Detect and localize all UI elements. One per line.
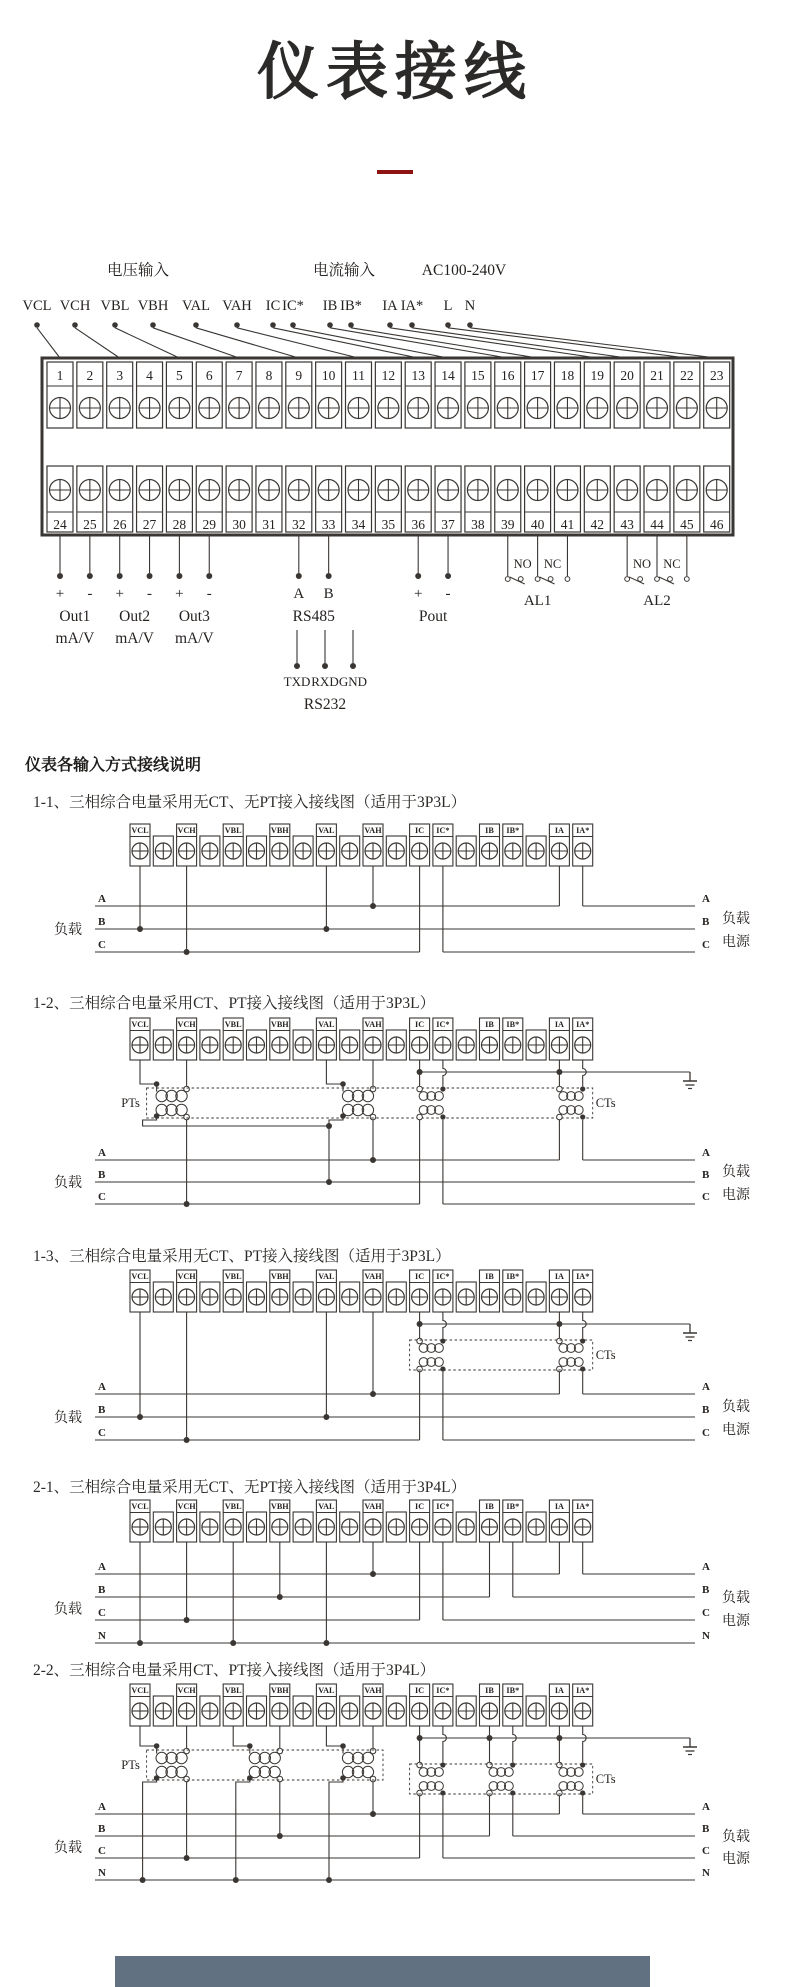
svg-text:RXD: RXD <box>311 674 339 689</box>
svg-text:IB*: IB* <box>506 1272 520 1281</box>
svg-text:IA: IA <box>554 1502 564 1511</box>
svg-text:38: 38 <box>471 517 485 532</box>
svg-text:32: 32 <box>292 517 306 532</box>
svg-text:PTs: PTs <box>121 1758 140 1772</box>
svg-text:电源: 电源 <box>722 1423 750 1438</box>
svg-text:VCH: VCH <box>177 1272 196 1281</box>
svg-text:NC: NC <box>543 557 562 571</box>
svg-text:IC*: IC* <box>436 1686 450 1695</box>
svg-text:VCH: VCH <box>177 826 196 835</box>
svg-text:RS232: RS232 <box>303 696 347 713</box>
svg-text:31: 31 <box>262 517 276 532</box>
svg-text:VBH: VBH <box>270 1502 289 1511</box>
svg-text:VAH: VAH <box>364 1502 382 1511</box>
svg-text:Out1: Out1 <box>59 608 91 625</box>
svg-text:+: + <box>175 586 184 602</box>
svg-text:14: 14 <box>441 368 455 383</box>
svg-text:35: 35 <box>381 517 396 532</box>
svg-text:B: B <box>98 1404 106 1416</box>
svg-text:-: - <box>147 586 153 602</box>
svg-text:B: B <box>98 1584 106 1596</box>
svg-text:37: 37 <box>441 517 455 532</box>
svg-text:IC: IC <box>415 1020 425 1029</box>
title-underline <box>377 170 413 174</box>
svg-text:40: 40 <box>530 517 545 532</box>
svg-text:IB: IB <box>485 1020 494 1029</box>
svg-text:VAH: VAH <box>364 1272 382 1281</box>
svg-text:B: B <box>702 1823 710 1835</box>
svg-text:NC: NC <box>663 557 681 571</box>
svg-text:VAL: VAL <box>318 1020 335 1029</box>
svg-text:IB: IB <box>485 826 494 835</box>
svg-text:IA*: IA* <box>400 298 424 314</box>
svg-text:VAH: VAH <box>364 826 382 835</box>
svg-text:VCL: VCL <box>131 826 149 835</box>
svg-text:CTs: CTs <box>595 1348 616 1362</box>
svg-text:9: 9 <box>295 368 303 383</box>
svg-text:-: - <box>206 586 212 602</box>
svg-text:VCH: VCH <box>177 1020 196 1029</box>
svg-text:负载: 负载 <box>54 1411 82 1426</box>
svg-text:电源: 电源 <box>722 1852 750 1867</box>
svg-text:27: 27 <box>142 517 157 532</box>
svg-text:IB*: IB* <box>506 826 520 835</box>
svg-text:负载: 负载 <box>722 1400 750 1415</box>
svg-text:C: C <box>702 1845 710 1857</box>
svg-text:5: 5 <box>176 368 183 383</box>
svg-text:IB: IB <box>485 1502 494 1511</box>
svg-text:A: A <box>98 1381 106 1393</box>
section-heading: 仪表各输入方式接线说明 <box>25 757 202 774</box>
terminal-block-figure <box>0 205 790 725</box>
svg-text:IB: IB <box>485 1272 494 1281</box>
svg-text:1: 1 <box>56 368 64 383</box>
svg-text:29: 29 <box>202 517 216 532</box>
wiring-diagram-1-2 <box>0 1012 790 1226</box>
svg-text:33: 33 <box>321 517 336 532</box>
diagram-2-1-title: 2-1、三相综合电量采用无CT、无PT接入接线图（适用于3P4L） <box>33 1479 467 1496</box>
svg-text:25: 25 <box>83 517 97 532</box>
svg-text:IA*: IA* <box>576 826 590 835</box>
svg-text:VCH: VCH <box>59 298 91 314</box>
bottom-image-edge <box>115 1956 650 1987</box>
svg-text:负载: 负载 <box>54 923 82 938</box>
svg-text:VAH: VAH <box>364 1686 382 1695</box>
svg-text:VBH: VBH <box>270 1686 289 1695</box>
svg-text:TXD: TXD <box>283 674 311 689</box>
svg-text:IC*: IC* <box>436 826 450 835</box>
svg-text:VCH: VCH <box>177 1502 196 1511</box>
svg-text:45: 45 <box>680 517 694 532</box>
svg-text:N: N <box>702 1867 710 1879</box>
svg-text:C: C <box>98 939 106 951</box>
svg-text:VBL: VBL <box>224 1020 242 1029</box>
svg-text:IA: IA <box>382 298 398 314</box>
svg-text:NO: NO <box>513 557 532 571</box>
wiring-diagram-1-3 <box>0 1264 790 1460</box>
svg-text:VAL: VAL <box>182 298 210 314</box>
svg-text:负载: 负载 <box>54 1841 82 1856</box>
svg-text:23: 23 <box>709 368 724 383</box>
svg-text:IA*: IA* <box>576 1686 590 1695</box>
svg-text:B: B <box>98 1823 106 1835</box>
svg-text:A: A <box>702 893 710 905</box>
svg-text:IA: IA <box>554 826 564 835</box>
svg-text:C: C <box>98 1427 106 1439</box>
svg-text:VBH: VBH <box>137 298 169 314</box>
svg-text:A: A <box>98 893 106 905</box>
page-title: 仪表接线 <box>256 38 533 107</box>
svg-text:3: 3 <box>116 368 124 383</box>
svg-text:C: C <box>98 1191 106 1203</box>
svg-text:46: 46 <box>709 517 724 532</box>
svg-text:13: 13 <box>411 368 425 383</box>
svg-text:B: B <box>702 1169 710 1181</box>
svg-text:6: 6 <box>205 368 213 383</box>
svg-text:负载: 负载 <box>722 912 750 927</box>
svg-text:IA: IA <box>554 1686 564 1695</box>
svg-text:42: 42 <box>590 517 605 532</box>
svg-text:IC: IC <box>265 298 281 314</box>
svg-text:A: A <box>702 1147 710 1159</box>
svg-text:-: - <box>445 586 451 602</box>
svg-text:VBL: VBL <box>224 826 242 835</box>
svg-text:VCL: VCL <box>131 1272 149 1281</box>
svg-text:IA: IA <box>554 1272 564 1281</box>
svg-text:VAL: VAL <box>318 826 335 835</box>
svg-text:IA*: IA* <box>576 1272 590 1281</box>
svg-text:VAL: VAL <box>318 1686 335 1695</box>
svg-text:41: 41 <box>560 517 575 532</box>
svg-text:2: 2 <box>86 368 94 383</box>
svg-text:VCL: VCL <box>131 1502 149 1511</box>
svg-text:B: B <box>702 1584 710 1596</box>
svg-text:16: 16 <box>501 368 515 383</box>
svg-text:VBL: VBL <box>224 1272 242 1281</box>
svg-text:VBH: VBH <box>270 1020 289 1029</box>
svg-text:GND: GND <box>338 674 368 689</box>
svg-text:C: C <box>702 1607 710 1619</box>
wiring-diagram-2-1 <box>0 1494 790 1658</box>
svg-text:电源: 电源 <box>722 935 750 950</box>
svg-text:电压输入: 电压输入 <box>106 262 170 279</box>
svg-text:VBL: VBL <box>224 1502 242 1511</box>
svg-text:mA/V: mA/V <box>115 630 154 647</box>
svg-text:A: A <box>702 1561 710 1573</box>
svg-text:IB*: IB* <box>506 1020 520 1029</box>
svg-text:21: 21 <box>650 368 664 383</box>
svg-text:IC: IC <box>415 826 425 835</box>
svg-text:7: 7 <box>235 368 243 383</box>
svg-text:B: B <box>98 916 106 928</box>
svg-text:+: + <box>115 586 124 602</box>
svg-text:20: 20 <box>620 368 634 383</box>
svg-text:IA*: IA* <box>576 1020 590 1029</box>
svg-text:L: L <box>443 298 453 314</box>
svg-text:负载: 负载 <box>54 1176 82 1191</box>
svg-text:+: + <box>55 586 65 602</box>
svg-text:IB*: IB* <box>506 1502 520 1511</box>
svg-text:30: 30 <box>232 517 246 532</box>
svg-text:8: 8 <box>265 368 273 383</box>
svg-text:B: B <box>702 1404 710 1416</box>
svg-text:VBH: VBH <box>270 1272 289 1281</box>
svg-text:A: A <box>98 1561 106 1573</box>
svg-text:N: N <box>98 1867 106 1879</box>
svg-text:C: C <box>702 1191 710 1203</box>
svg-text:IB*: IB* <box>340 298 362 314</box>
wiring-diagram-2-2 <box>0 1678 790 1904</box>
svg-text:负载: 负载 <box>54 1602 82 1618</box>
svg-text:39: 39 <box>501 517 515 532</box>
svg-text:Out2: Out2 <box>119 608 151 625</box>
svg-text:B: B <box>98 1169 106 1181</box>
diagram-2-2-title: 2-2、三相综合电量采用CT、PT接入接线图（适用于3P4L） <box>33 1662 436 1679</box>
svg-text:VAH: VAH <box>222 298 252 314</box>
svg-text:负载: 负载 <box>722 1591 750 1606</box>
diagram-1-2-title: 1-2、三相综合电量采用CT、PT接入接线图（适用于3P3L） <box>33 995 436 1012</box>
svg-text:VBH: VBH <box>270 826 289 835</box>
svg-text:VCL: VCL <box>131 1020 149 1029</box>
svg-text:B: B <box>702 916 710 928</box>
svg-text:PTs: PTs <box>121 1096 140 1110</box>
svg-text:IC: IC <box>415 1502 425 1511</box>
svg-text:AL2: AL2 <box>643 593 671 609</box>
svg-text:B: B <box>323 586 334 602</box>
svg-text:4: 4 <box>146 368 153 383</box>
svg-text:36: 36 <box>411 517 425 532</box>
svg-text:mA/V: mA/V <box>55 630 95 647</box>
svg-text:C: C <box>702 1427 710 1439</box>
svg-text:电流输入: 电流输入 <box>312 262 376 279</box>
svg-text:IC: IC <box>415 1686 425 1695</box>
svg-text:VAL: VAL <box>318 1272 335 1281</box>
svg-text:AL1: AL1 <box>523 593 552 609</box>
svg-text:N: N <box>464 298 476 314</box>
svg-text:A: A <box>702 1801 710 1813</box>
svg-text:22: 22 <box>680 368 694 383</box>
svg-text:17: 17 <box>530 368 545 383</box>
svg-text:电源: 电源 <box>722 1188 750 1203</box>
svg-text:VCL: VCL <box>131 1686 149 1695</box>
svg-text:mA/V: mA/V <box>174 630 214 647</box>
svg-text:Out3: Out3 <box>178 608 210 625</box>
svg-text:+: + <box>413 586 423 602</box>
diagram-1-1-title: 1-1、三相综合电量采用无CT、无PT接入接线图（适用于3P3L） <box>33 794 467 811</box>
svg-text:IB: IB <box>322 298 338 314</box>
svg-text:C: C <box>702 939 710 951</box>
svg-text:IB*: IB* <box>506 1686 520 1695</box>
svg-text:负载: 负载 <box>722 1830 750 1845</box>
svg-text:18: 18 <box>560 368 575 383</box>
svg-text:IC*: IC* <box>436 1272 450 1281</box>
svg-text:VAL: VAL <box>318 1502 335 1511</box>
svg-text:AC100-240V: AC100-240V <box>421 262 507 279</box>
svg-text:IA: IA <box>554 1020 564 1029</box>
svg-text:44: 44 <box>650 517 664 532</box>
svg-text:26: 26 <box>112 517 127 532</box>
svg-text:11: 11 <box>352 368 365 383</box>
svg-text:IC*: IC* <box>436 1502 450 1511</box>
svg-text:负载: 负载 <box>722 1165 750 1180</box>
svg-text:VBL: VBL <box>100 298 130 314</box>
svg-text:VCL: VCL <box>22 298 52 314</box>
svg-text:12: 12 <box>381 368 396 383</box>
svg-text:VCH: VCH <box>177 1686 196 1695</box>
svg-text:28: 28 <box>172 517 187 532</box>
svg-text:15: 15 <box>471 368 485 383</box>
svg-text:电源: 电源 <box>722 1614 750 1629</box>
svg-text:IA*: IA* <box>576 1502 590 1511</box>
svg-text:24: 24 <box>53 517 67 532</box>
svg-text:10: 10 <box>321 368 336 383</box>
diagram-1-3-title: 1-3、三相综合电量采用无CT、PT接入接线图（适用于3P3L） <box>33 1248 451 1265</box>
svg-text:VBL: VBL <box>224 1686 242 1695</box>
svg-text:C: C <box>98 1845 106 1857</box>
svg-text:CTs: CTs <box>595 1772 616 1786</box>
svg-text:IC*: IC* <box>436 1020 450 1029</box>
svg-text:A: A <box>702 1381 710 1393</box>
svg-text:A: A <box>293 586 305 602</box>
svg-text:C: C <box>98 1607 106 1619</box>
svg-text:A: A <box>98 1147 106 1159</box>
svg-text:RS485: RS485 <box>292 608 335 625</box>
svg-text:IB: IB <box>485 1686 494 1695</box>
svg-text:Pout: Pout <box>418 608 448 625</box>
svg-text:43: 43 <box>620 517 634 532</box>
svg-text:-: - <box>87 586 93 602</box>
wiring-diagram-1-1 <box>0 818 790 978</box>
svg-text:IC*: IC* <box>282 298 304 314</box>
svg-text:A: A <box>98 1801 106 1813</box>
svg-text:CTs: CTs <box>595 1096 616 1110</box>
svg-text:N: N <box>702 1630 710 1642</box>
svg-text:N: N <box>98 1630 106 1642</box>
svg-text:19: 19 <box>590 368 605 383</box>
svg-text:34: 34 <box>351 517 366 532</box>
svg-text:IC: IC <box>415 1272 425 1281</box>
svg-text:VAH: VAH <box>364 1020 382 1029</box>
svg-text:NO: NO <box>633 557 652 571</box>
